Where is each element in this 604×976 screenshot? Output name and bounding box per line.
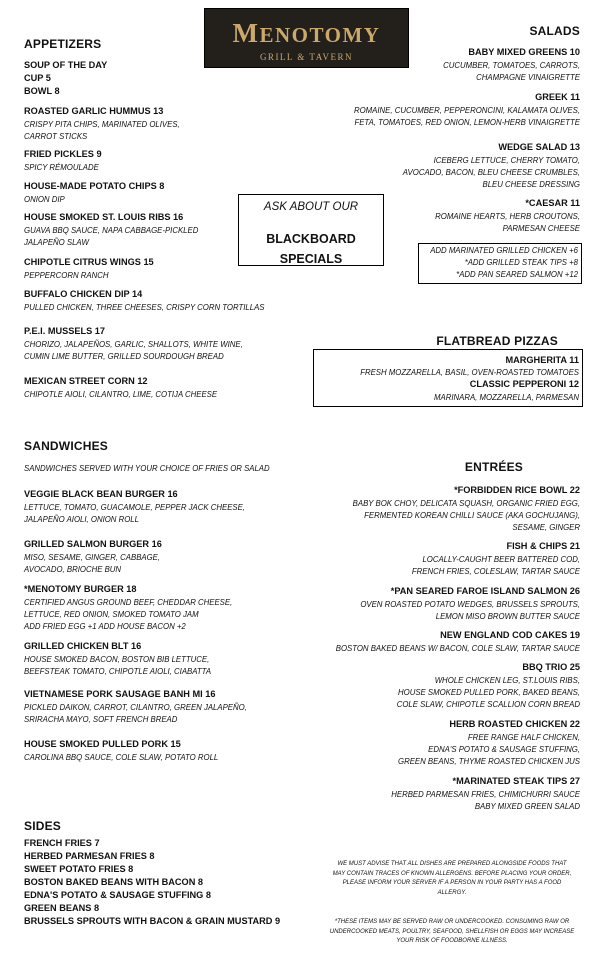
menu-item-name: CHIPOTLE CITRUS WINGS 15 [24, 257, 154, 267]
menu-item-name: BUFFALO CHICKEN DIP 14 [24, 289, 143, 299]
menu-item-desc: CHIPOTLE AIOLI, CILANTRO, LIME, COTIJA CHEESE [24, 390, 218, 399]
menu-item-desc: OVEN ROASTED POTATO WEDGES, BRUSSELS SPROUTS, [360, 600, 580, 609]
blackboard-line: SPECIALS [279, 252, 343, 266]
menu-item-desc: FRESH MOZZARELLA, BASIL, OVEN-ROASTED TOMATOES [360, 368, 579, 377]
menu-item-desc: SESAME, GINGER [512, 523, 580, 532]
side-item: BRUSSELS SPROUTS WITH BACON & GRAIN MUSTARD 9 [24, 916, 281, 926]
side-item: BOSTON BAKED BEANS WITH BACON 8 [24, 877, 203, 887]
logo-tagline: GRILL & TAVERN [259, 52, 354, 62]
addon-line: *ADD GRILLED STEAK TIPS +8 [464, 258, 578, 267]
menu-item-name: GRILLED SALMON BURGER 16 [24, 539, 162, 549]
menu-item-desc: CERTIFIED ANGUS GROUND BEEF, CHEDDAR CHEESE, [24, 598, 233, 607]
menu-item-desc: FREE RANGE HALF CHICKEN, [467, 733, 580, 742]
menu-item-desc: FERMENTED KOREAN CHILLI SAUCE (AKA GOCHUJANG), [364, 511, 580, 520]
menu-item-price: CUP 5 [24, 73, 51, 83]
side-item: EDNA'S POTATO & SAUSAGE STUFFING 8 [24, 890, 211, 900]
menu-item-name: SOUP OF THE DAY [24, 60, 108, 70]
notice-line: MAY CONTAIN TRACES OF KNOWN ALLERGENS. BEFORE PLACING YOUR ORDER, [332, 870, 572, 877]
notice-line: UNDERCOOKED MEATS, POULTRY, SEAFOOD, SHELLFISH OR EGGS MAY INCREASE [329, 928, 575, 935]
menu-item-name: *MARINATED STEAK TIPS 27 [452, 776, 580, 786]
menu-item-desc: PEPPERCORN RANCH [24, 271, 109, 280]
menu-item-desc: ROMAINE HEARTS, HERB CROUTONS, [435, 212, 580, 221]
menu-item-desc: BABY MIXED GREEN SALAD [474, 802, 580, 811]
notice-line: *THESE ITEMS MAY BE SERVED RAW OR UNDERCOOKED. CONSUMING RAW OR [334, 919, 570, 925]
raw-food-notice [308, 918, 596, 947]
allergen-notice [308, 860, 596, 898]
menu-item-desc: PULLED CHICKEN, THREE CHEESES, CRISPY CORN TORTILLAS [24, 303, 265, 312]
side-item: FRENCH FRIES 7 [24, 838, 100, 848]
menu-item-desc: BLEU CHEESE DRESSING [482, 180, 580, 189]
menu-item-desc: CARROT STICKS [24, 132, 88, 141]
menu-item-name: *MENOTOMY BURGER 18 [24, 584, 137, 594]
menu-item-desc: CRISPY PITA CHIPS, MARINATED OLIVES, [24, 120, 180, 129]
menu-item-name: BBQ TRIO 25 [522, 662, 580, 672]
blackboard-line: BLACKBOARD [266, 232, 356, 246]
addon-line: *ADD PAN SEARED SALMON +12 [456, 270, 578, 279]
notice-line: PLEASE INFORM YOUR SERVER IF A PERSON IN YOUR PARTY HAS A FOOD [342, 880, 562, 886]
menu-item-name: NEW ENGLAND COD CAKES 19 [440, 630, 580, 640]
menu-item-desc: CAROLINA BBQ SAUCE, COLE SLAW, POTATO ROLL [24, 753, 219, 762]
menu-item-name: HERB ROASTED CHICKEN 22 [449, 719, 580, 729]
notice-line: ALLERGY. [437, 889, 467, 896]
menu-item-name: BABY MIXED GREENS 10 [468, 47, 580, 57]
entrees-heading: ENTRÉES [464, 460, 523, 474]
menu-item-desc: WHOLE CHICKEN LEG, ST.LOUIS RIBS, [434, 676, 580, 685]
menu-item-name: FISH & CHIPS 21 [506, 541, 580, 551]
menu-item-name: *CAESAR 11 [525, 198, 580, 208]
salad-addons-box [418, 243, 582, 284]
menu-item-desc: SRIRACHA MAYO, SOFT FRENCH BREAD [24, 715, 178, 724]
menu-item-name: GRILLED CHICKEN BLT 16 [24, 641, 142, 651]
blackboard-line: ASK ABOUT OUR [263, 201, 359, 213]
side-item: GREEN BEANS 8 [24, 903, 100, 913]
flatbread-box [313, 349, 583, 407]
menu-item-name: P.E.I. MUSSELS 17 [24, 326, 106, 336]
menu-item-desc: HERBED PARMESAN FRIES, CHIMICHURRI SAUCE [391, 790, 580, 799]
menu-item-desc: CUCUMBER, TOMATOES, CARROTS, [443, 61, 580, 70]
menu-item-desc: JALAPEÑO SLAW [24, 238, 89, 247]
menu-item-name: CLASSIC PEPPERONI 12 [469, 379, 579, 389]
menu-item-name: ROASTED GARLIC HUMMUS 13 [24, 106, 164, 116]
menu-item-desc: LETTUCE, TOMATO, GUACAMOLE, PEPPER JACK CHEESE, [24, 503, 245, 512]
menu-item-desc: FRENCH FRIES, COLESLAW, TARTAR SAUCE [411, 567, 580, 576]
menu-item-desc: BOSTON BAKED BEANS W/ BACON, COLE SLAW, TARTAR SAUCE [335, 644, 580, 653]
menu-item-desc: GUAVA BBQ SAUCE, NAPA CABBAGE-PICKLED [24, 226, 199, 235]
menu-item-desc: LETTUCE, RED ONION, SMOKED TOMATO JAM [24, 610, 199, 619]
menu-item-name: MARGHERITA 11 [505, 355, 579, 365]
menu-item-desc: PICKLED DAIKON, CARROT, CILANTRO, GREEN JALAPEÑO, [24, 703, 247, 712]
menu-item-desc: JALAPEÑO AIOLI, ONION ROLL [24, 515, 139, 524]
salads-heading: SALADS [529, 24, 580, 38]
menu-item-name: HOUSE-MADE POTATO CHIPS 8 [24, 181, 165, 191]
menu-item-name: VEGGIE BLACK BEAN BURGER 16 [24, 489, 178, 499]
menu-item-desc: CHAMPAGNE VINAIGRETTE [476, 73, 580, 82]
menu-item-desc: BABY BOK CHOY, DELICATA SQUASH, ORGANIC FRIED EGG, [352, 499, 580, 508]
menu-item-desc: BEEFSTEAK TOMATO, CHIPOTLE AIOLI, CIABATTA [24, 667, 212, 676]
sandwiches-heading: SANDWICHES [24, 439, 109, 453]
notice-line: WE MUST ADVISE THAT ALL DISHES ARE PREPARED ALONGSIDE FOODS THAT [337, 861, 567, 867]
menu-item-desc: PARMESAN CHEESE [502, 224, 580, 233]
menu-item-desc: CHORIZO, JALAPEÑOS, GARLIC, SHALLOTS, WHITE WINE, [24, 340, 243, 349]
menu-item-desc: ROMAINE, CUCUMBER, PEPPERONCINI, KALAMATA OLIVES, [353, 106, 580, 115]
menu-item-name: HOUSE SMOKED ST. LOUIS RIBS 16 [24, 212, 184, 222]
sides-heading: SIDES [24, 819, 62, 833]
restaurant-logo [204, 8, 409, 68]
menu-item-desc: MARINARA, MOZZARELLA, PARMESAN [434, 393, 579, 402]
menu-item-name: *FORBIDDEN RICE BOWL 22 [454, 485, 580, 495]
menu-item-desc: AVOCADO, BRIOCHE BUN [24, 565, 122, 574]
menu-item-name: WEDGE SALAD 13 [498, 142, 580, 152]
menu-item-desc: SPICY RÉMOULADE [24, 163, 99, 172]
menu-item-desc: ICEBERG LETTUCE, CHERRY TOMATO, [433, 156, 580, 165]
menu-item-desc: ADD FRIED EGG +1 ADD HOUSE BACON +2 [24, 622, 186, 631]
menu-item-desc: MISO, SESAME, GINGER, CABBAGE, [24, 553, 161, 562]
menu-item-desc: LEMON MISO BROWN BUTTER SAUCE [435, 612, 580, 621]
side-item: SWEET POTATO FRIES 8 [24, 864, 134, 874]
logo-name: MENOTOMY [232, 18, 381, 48]
blackboard-specials-box [238, 194, 384, 266]
addon-line: ADD MARINATED GRILLED CHICKEN +6 [430, 246, 578, 255]
menu-item-name: GREEK 11 [535, 92, 580, 102]
menu-item-name: VIETNAMESE PORK SAUSAGE BANH MI 16 [24, 689, 216, 699]
notice-line: YOUR RISK OF FOODBORNE ILLNESS. [396, 938, 508, 944]
menu-item-price: BOWL 8 [24, 86, 60, 96]
flatbread-heading: FLATBREAD PIZZAS [436, 334, 558, 348]
menu-item-name: FRIED PICKLES 9 [24, 149, 102, 159]
menu-item-desc: FETA, TOMATOES, RED ONION, LEMON-HERB VINAIGRETTE [354, 118, 580, 127]
menu-item-desc: COLE SLAW, CHIPOTLE SCALLION CORN BREAD [396, 700, 580, 709]
sandwiches-note: SANDWICHES SERVED WITH YOUR CHOICE OF FRIES OR SALAD [24, 464, 270, 473]
menu-item-name: MEXICAN STREET CORN 12 [24, 376, 148, 386]
menu-item-desc: AVOCADO, BACON, BLEU CHEESE CRUMBLES, [402, 168, 580, 177]
menu-item-desc: CUMIN LIME BUTTER, GRILLED SOURDOUGH BREAD [24, 352, 224, 361]
menu-item-desc: GREEN BEANS, THYME ROASTED CHICKEN JUS [398, 757, 580, 766]
menu-item-desc: LOCALLY-CAUGHT BEER BATTERED COD, [422, 555, 580, 564]
side-item: HERBED PARMESAN FRIES 8 [24, 851, 155, 861]
menu-item-name: HOUSE SMOKED PULLED PORK 15 [24, 739, 181, 749]
menu-item-desc: HOUSE SMOKED BACON, BOSTON BIB LETTUCE, [24, 655, 210, 664]
menu-item-desc: HOUSE SMOKED PULLED PORK, BAKED BEANS, [398, 688, 580, 697]
menu-item-desc: EDNA'S POTATO & SAUSAGE STUFFING, [428, 745, 580, 754]
appetizers-heading: APPETIZERS [24, 37, 102, 51]
menu-item-name: *PAN SEARED FAROE ISLAND SALMON 26 [390, 586, 580, 596]
menu-item-desc: ONION DIP [24, 195, 65, 204]
